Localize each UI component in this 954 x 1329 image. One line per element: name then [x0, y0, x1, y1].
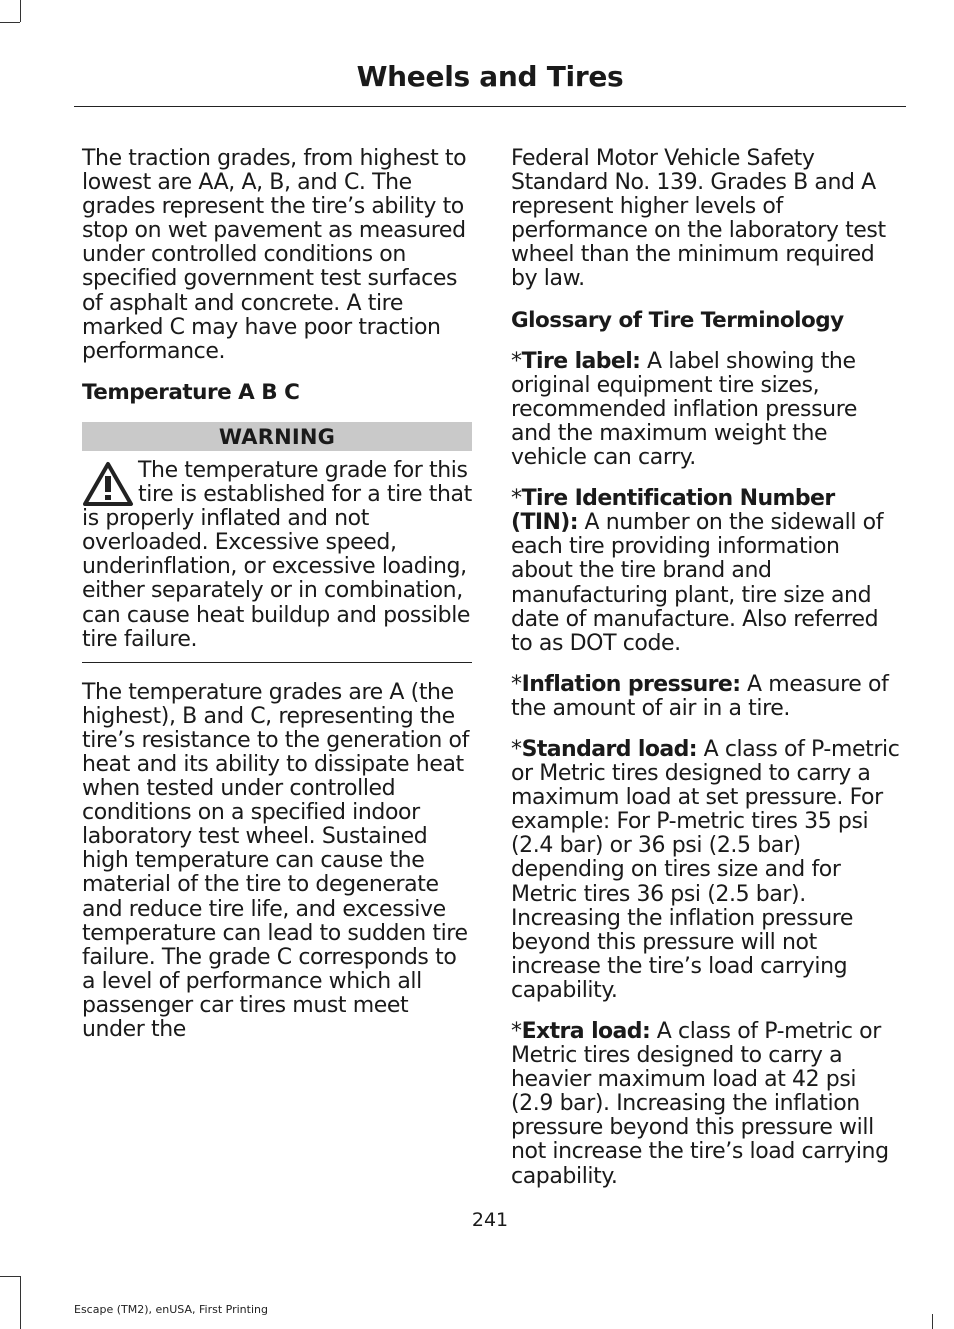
continuation-paragraph: Federal Motor Vehicle Safety Standard No. 139. Grades B and A represent higher levels of performance on the laboratory test wheel than the minimum required by law. — [511, 146, 886, 292]
crop-mark — [932, 1314, 933, 1329]
glossary-prefix: * — [511, 736, 522, 762]
glossary-definition: A number on the sidewall of each tire providing information about the tire brand and manufacturing plant, tire size and date of manufacture. Also referred to as DOT code. — [511, 510, 884, 656]
glossary-definition: A label showing the original equipment tire sizes, recommended inflation pressure and the maximum weight the vehicle can carry. — [511, 348, 858, 471]
glossary-definition: A class of P-metric or Metric tires designed to carry a maximum load at set pressure. For example: For P-metric tires 35 psi (2.4 bar) or 36 psi (2.5 bar) depending on tires size and for Metric tires 36 psi (2.5 bar). Increasing the inflation pressure beyond this pressure will not increase the tire’s load carrying capability. — [511, 736, 900, 1003]
glossary-entry-extra-load — [511, 1020, 901, 1189]
right-column — [511, 147, 901, 1206]
temperature-heading: Temperature A B C — [82, 379, 300, 405]
glossary-term: Tire label: — [521, 348, 641, 374]
crop-mark — [20, 1276, 21, 1329]
glossary-entry-tire-label — [511, 350, 901, 470]
glossary-entry-inflation-pressure — [511, 673, 901, 721]
left-column — [82, 147, 472, 1059]
glossary-term: Standard load: — [521, 736, 697, 762]
temperature-paragraph: The temperature grades are A (the highest), B and C, representing the tire’s resistance to the generation of heat and its ability to dissipate heat when tested under controlled conditions on a specified indoor laboratory test wheel. Sustained high temperature can cause the material of the tire to degenerate and reduce tire life, and excessive temperature can lead to sudden tire failure. The grade C corresponds to a level of performance which all passenger car tires must meet under the — [82, 679, 469, 1042]
glossary-heading: Glossary of Tire Terminology — [511, 307, 844, 333]
warning-text: The temperature grade for this tire is established for a tire that is properly inflated and not overloaded. Excessive speed, underinflation, or excessive loading, either separately or in combination, can cause heat buildup and possible tire failure. — [82, 457, 472, 652]
crop-mark — [20, 0, 21, 22]
glossary-definition: A measure of the amount of air in a tire. — [511, 671, 889, 721]
glossary-term: Tire Identification Number (TIN): — [511, 486, 835, 536]
glossary-definition: A class of P-metric or Metric tires designed to carry a heavier maximum load at 42 psi (2.9 bar). Increasing the inflation pressure beyond this pressure will not increase the tire’s load carrying capability. — [511, 1019, 889, 1189]
warning-divider — [82, 662, 472, 663]
page-number: 241 — [471, 1209, 509, 1231]
warning-title: WARNING — [82, 422, 472, 451]
traction-paragraph: The traction grades, from highest to lowest are AA, A, B, and C. The grades represent the tire’s ability to stop on wet pavement as measured under controlled conditions on specified government test surfaces of asphalt and concrete. A tire marked C may have poor traction performance. — [82, 146, 467, 364]
page-title: Wheels and Tires — [356, 60, 624, 93]
header-rule — [74, 106, 906, 107]
crop-mark — [0, 22, 20, 23]
glossary-prefix: * — [511, 1019, 522, 1044]
print-info: Escape (TM2), enUSA, First Printing — [74, 1303, 268, 1316]
glossary-prefix: * — [511, 486, 522, 512]
crop-mark — [0, 1276, 20, 1277]
warning-triangle-icon — [82, 461, 134, 507]
glossary-entry-standard-load — [511, 738, 901, 1003]
glossary-entry-tin — [511, 487, 901, 656]
glossary-term: Extra load: — [521, 1019, 651, 1044]
warning-text-block — [82, 459, 472, 652]
glossary-prefix: * — [511, 671, 522, 697]
glossary-term: Inflation pressure: — [521, 671, 741, 697]
glossary-prefix: * — [511, 348, 522, 374]
